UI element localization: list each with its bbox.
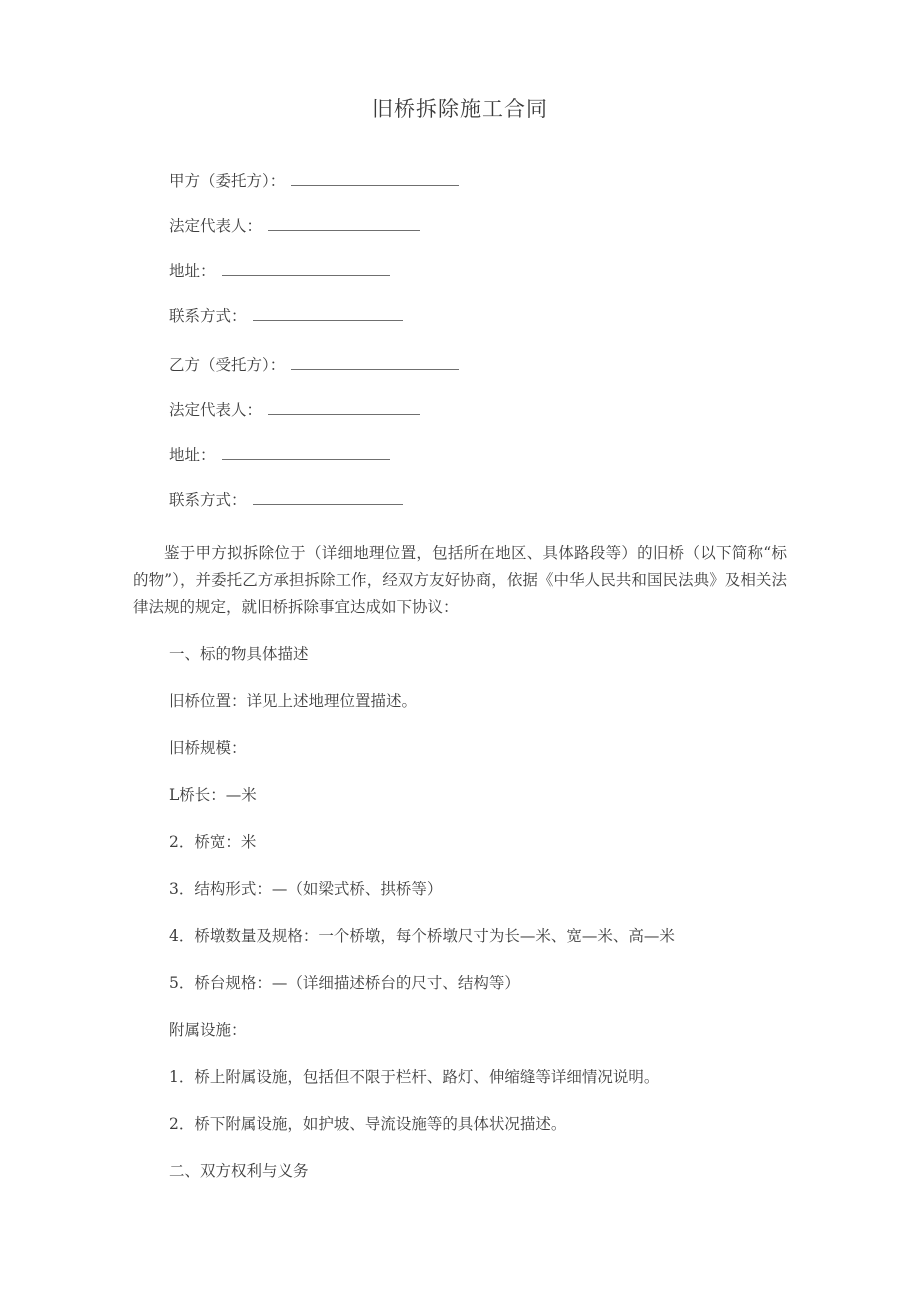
field-blank-party-b-legal-rep[interactable] <box>268 399 420 415</box>
field-blank-party-b-contact[interactable] <box>253 489 403 505</box>
field-row-party-a-contact[interactable] <box>133 303 787 330</box>
field-label: 地址： <box>169 446 216 464</box>
list-item-bridge-length: L桥长：—米 <box>169 786 257 804</box>
list-item-bridge-width: 2．桥宽：米 <box>169 833 257 851</box>
field-row-party-a-name[interactable] <box>133 168 787 195</box>
field-blank-party-a-contact[interactable] <box>253 305 403 321</box>
bridge-scale-heading: 旧桥规模： <box>169 739 247 757</box>
field-row-party-b-name[interactable] <box>133 352 787 379</box>
list-item-structure-type: 3．结构形式：—（如梁式桥、拱桥等） <box>169 880 443 898</box>
field-label: 地址： <box>169 262 216 280</box>
page-title: 旧桥拆除施工合同 <box>372 97 548 121</box>
field-label: 联系方式： <box>169 307 247 325</box>
field-blank-party-a-name[interactable] <box>291 170 459 186</box>
ancillary-facilities-heading: 附属设施： <box>169 1021 247 1039</box>
list-item-ancillary-above-bridge: 1．桥上附属设施，包括但不限于栏杆、路灯、伸缩缝等详细情况说明。 <box>169 1068 660 1086</box>
party-b-block <box>133 352 787 514</box>
section-heading-1: 一、标的物具体描述 <box>169 645 309 663</box>
field-row-party-a-address[interactable] <box>133 258 787 285</box>
document-body <box>133 540 787 1185</box>
field-label: 甲方（委托方）： <box>169 172 286 190</box>
list-item-abutment-spec: 5．桥台规格：—（详细描述桥台的尺寸、结构等） <box>169 974 520 992</box>
field-row-party-b-legal-rep[interactable] <box>133 397 787 424</box>
field-label: 联系方式： <box>169 491 247 509</box>
field-label: 乙方（受托方）： <box>169 356 286 374</box>
party-a-block <box>133 168 787 330</box>
bridge-location-paragraph: 旧桥位置：详见上述地理位置描述。 <box>169 692 418 710</box>
field-row-party-b-address[interactable] <box>133 442 787 469</box>
field-label: 法定代表人： <box>169 217 263 235</box>
field-blank-party-b-address[interactable] <box>222 444 390 460</box>
list-item-pier-count-spec: 4．桥墩数量及规格：一个桥墩，每个桥墩尺寸为长—米、宽—米、高—米 <box>169 927 675 945</box>
field-row-party-b-contact[interactable] <box>133 487 787 514</box>
list-item-ancillary-below-bridge: 2．桥下附属设施，如护坡、导流设施等的具体状况描述。 <box>169 1115 567 1133</box>
field-label: 法定代表人： <box>169 401 263 419</box>
section-heading-2: 二、双方权利与义务 <box>169 1162 309 1180</box>
recital-paragraph: 鉴于甲方拟拆除位于（详细地理位置，包括所在地区、具体路段等）的旧桥（以下简称“标的物”），并委托乙方承担拆除工作，经双方友好协商，依据《中华人民共和国民法典》及相关法律法规的规定，就旧桥拆除事宜达成如下协议： <box>133 544 787 616</box>
field-blank-party-b-name[interactable] <box>291 354 459 370</box>
field-blank-party-a-legal-rep[interactable] <box>268 215 420 231</box>
field-blank-party-a-address[interactable] <box>222 260 390 276</box>
field-row-party-a-legal-rep[interactable] <box>133 213 787 240</box>
document-content <box>133 92 787 1205</box>
